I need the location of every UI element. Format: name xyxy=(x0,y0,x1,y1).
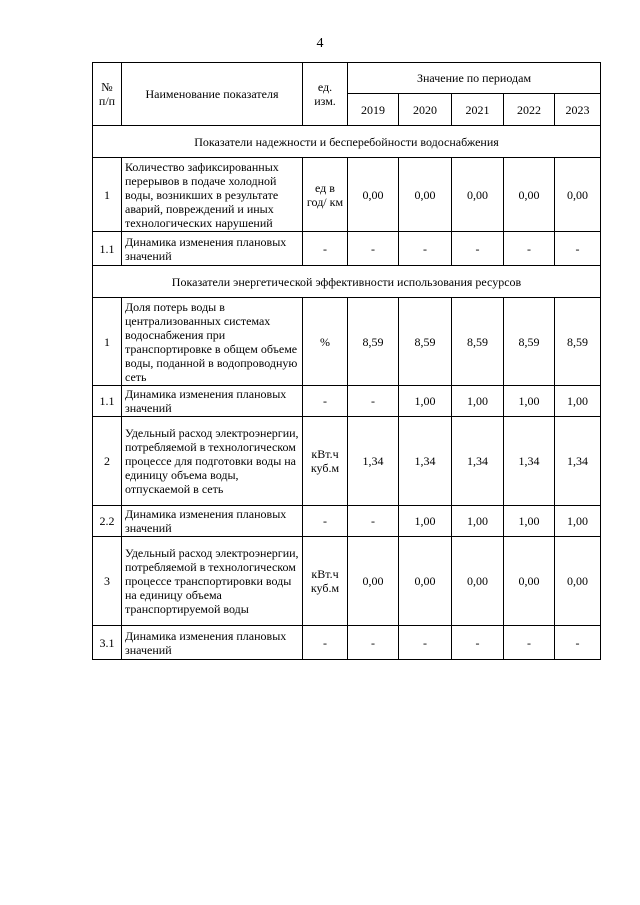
indicator-name: Динамика изменения плановых значений xyxy=(122,506,303,537)
header-year: 2023 xyxy=(555,94,601,126)
indicator-name: Динамика изменения плановых значений xyxy=(122,232,303,266)
value-cell: 0,00 xyxy=(504,158,555,232)
value-cell: - xyxy=(399,626,452,660)
value-cell: - xyxy=(452,232,504,266)
row-number: 1.1 xyxy=(93,386,122,417)
indicator-name: Количество зафиксированных перерывов в подаче холодной воды, возникших в результате аварий, повреждений и иных технологических нарушений xyxy=(122,158,303,232)
table-row xyxy=(93,417,601,506)
value-cell: 0,00 xyxy=(348,537,399,626)
indicator-name: Динамика изменения плановых значений xyxy=(122,626,303,660)
unit-cell: - xyxy=(303,386,348,417)
unit-cell: кВт.ч куб.м xyxy=(303,417,348,506)
header-year: 2022 xyxy=(504,94,555,126)
row-number: 1.1 xyxy=(93,232,122,266)
section-title: Показатели энергетической эффективности использования ресурсов xyxy=(93,266,601,298)
value-cell: 0,00 xyxy=(348,158,399,232)
table-row xyxy=(93,537,601,626)
value-cell: - xyxy=(504,626,555,660)
row-number: 2.2 xyxy=(93,506,122,537)
row-number: 2 xyxy=(93,417,122,506)
value-cell: 0,00 xyxy=(399,158,452,232)
value-cell: 1,00 xyxy=(555,506,601,537)
header-name: Наименование показателя xyxy=(122,63,303,126)
value-cell: - xyxy=(504,232,555,266)
value-cell: - xyxy=(555,232,601,266)
value-cell: 0,00 xyxy=(504,537,555,626)
header-unit: ед. изм. xyxy=(303,63,348,126)
section-row xyxy=(93,126,601,158)
value-cell: - xyxy=(452,626,504,660)
row-number: 3.1 xyxy=(93,626,122,660)
indicators-table xyxy=(92,62,601,660)
value-cell: 8,59 xyxy=(452,298,504,386)
unit-cell: ед в год/ км xyxy=(303,158,348,232)
header-num: № п/п xyxy=(93,63,122,126)
value-cell: - xyxy=(399,232,452,266)
value-cell: 1,34 xyxy=(399,417,452,506)
unit-cell: % xyxy=(303,298,348,386)
table-row xyxy=(93,298,601,386)
table-body xyxy=(93,126,601,660)
row-number: 3 xyxy=(93,537,122,626)
indicator-name: Удельный расход электроэнергии, потребляемой в технологическом процессе транспортировки воды на единицу объема транспортируемой воды xyxy=(122,537,303,626)
value-cell: 1,34 xyxy=(348,417,399,506)
section-title: Показатели надежности и бесперебойности водоснабжения xyxy=(93,126,601,158)
unit-cell: - xyxy=(303,626,348,660)
value-cell: 1,00 xyxy=(399,506,452,537)
value-cell: 1,34 xyxy=(452,417,504,506)
value-cell: 1,00 xyxy=(452,506,504,537)
value-cell: - xyxy=(348,386,399,417)
unit-cell: кВт.ч куб.м xyxy=(303,537,348,626)
value-cell: 8,59 xyxy=(504,298,555,386)
value-cell: 0,00 xyxy=(452,158,504,232)
table-row xyxy=(93,506,601,537)
value-cell: 1,00 xyxy=(504,506,555,537)
value-cell: - xyxy=(555,626,601,660)
table-row xyxy=(93,386,601,417)
value-cell: 8,59 xyxy=(555,298,601,386)
header-periods: Значение по периодам xyxy=(348,63,601,94)
value-cell: 8,59 xyxy=(399,298,452,386)
value-cell: 0,00 xyxy=(399,537,452,626)
value-cell: 1,00 xyxy=(555,386,601,417)
header-year: 2020 xyxy=(399,94,452,126)
table-row xyxy=(93,232,601,266)
value-cell: 0,00 xyxy=(452,537,504,626)
indicator-name: Динамика изменения плановых значений xyxy=(122,386,303,417)
value-cell: 1,00 xyxy=(452,386,504,417)
value-cell: 8,59 xyxy=(348,298,399,386)
value-cell: 1,34 xyxy=(504,417,555,506)
page-number: 4 xyxy=(316,36,324,51)
indicator-name: Доля потерь воды в централизованных системах водоснабжения при транспортировке в общем объеме воды, поданной в водопроводную сеть xyxy=(122,298,303,386)
value-cell: 1,00 xyxy=(504,386,555,417)
value-cell: 0,00 xyxy=(555,158,601,232)
value-cell: - xyxy=(348,506,399,537)
table-row xyxy=(93,626,601,660)
header-year: 2021 xyxy=(452,94,504,126)
section-row xyxy=(93,266,601,298)
unit-cell: - xyxy=(303,506,348,537)
value-cell: 1,00 xyxy=(399,386,452,417)
row-number: 1 xyxy=(93,298,122,386)
value-cell: 1,34 xyxy=(555,417,601,506)
unit-cell: - xyxy=(303,232,348,266)
header-year: 2019 xyxy=(348,94,399,126)
indicator-name: Удельный расход электроэнергии, потребляемой в технологическом процессе для подготовки воды на единицу объема воды, отпускаемой в сеть xyxy=(122,417,303,506)
value-cell: - xyxy=(348,626,399,660)
value-cell: - xyxy=(348,232,399,266)
row-number: 1 xyxy=(93,158,122,232)
value-cell: 0,00 xyxy=(555,537,601,626)
table-row xyxy=(93,158,601,232)
